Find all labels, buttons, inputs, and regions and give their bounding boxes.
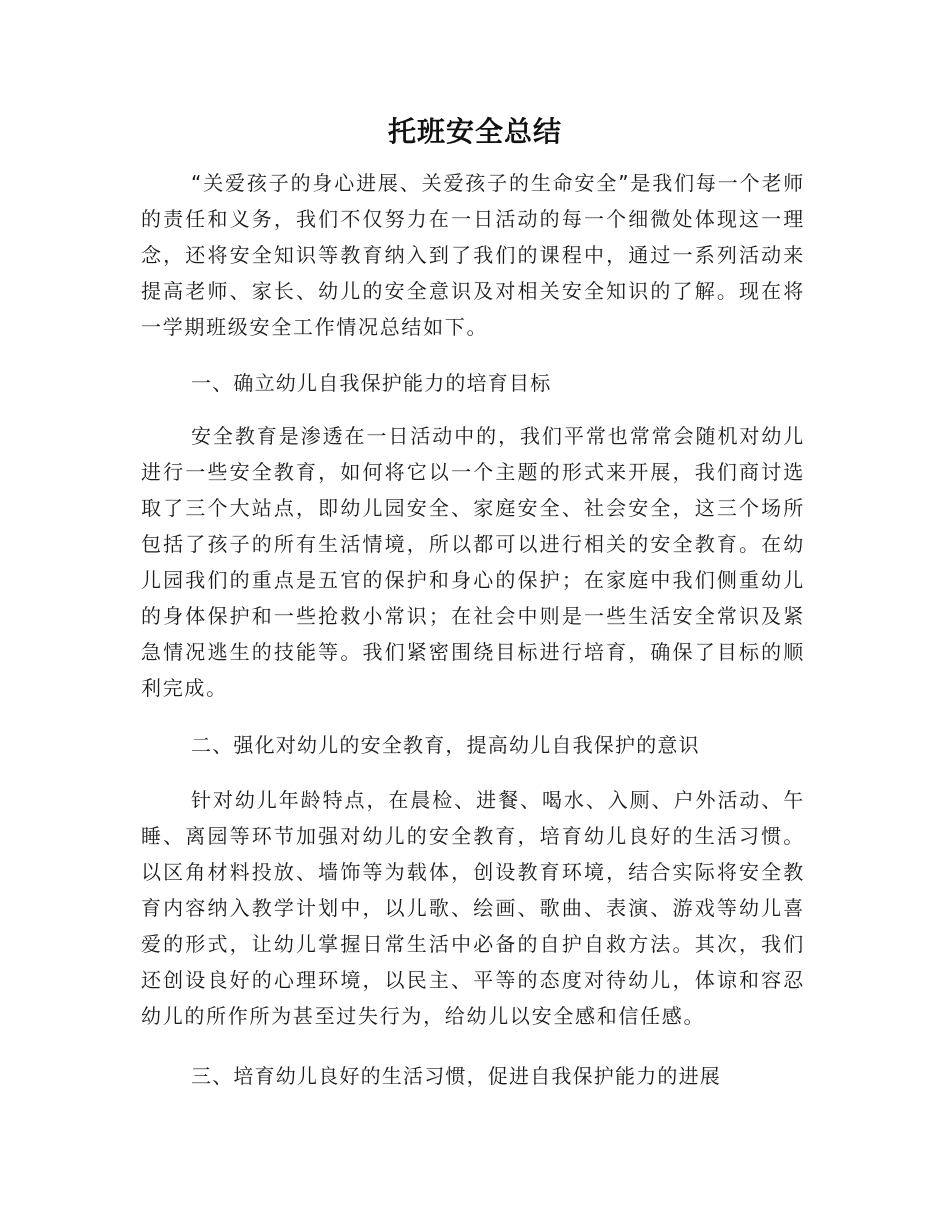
section-heading-3: 三、培育幼儿良好的生活习惯，促进自我保护能力的进展 <box>191 1064 721 1088</box>
paragraph-intro: “关爱孩子的身心进展、关爱孩子的生命安全”是我们每一个老师的责任和义务，我们不仅努力在一日活动的每一个细微处体现这一理念，还将安全知识等教育纳入到了我们的课程中，通过一系列活动来提高老师、家长、幼儿的安全意识及对相关安全知识的了解。现在将一学期班级安全工作情况总结如下。 <box>141 171 805 339</box>
paragraph-section-1: 安全教育是渗透在一日活动中的，我们平常也常常会随机对幼儿进行一些安全教育，如何将它以一个主题的形式来开展，我们商讨选取了三个大站点，即幼儿园安全、家庭安全、社会安全，这三个场所包括了孩子的所有生活情境，所以都可以进行相关的安全教育。在幼儿园我们的重点是五官的保护和身心的保护；在家庭中我们侧重幼儿的身体保护和一些抢救小常识；在社会中则是一些生活安全常识及紧急情况逃生的技能等。我们紧密围绕目标进行培育，确保了目标的顺利完成。 <box>141 424 805 700</box>
section-heading-1: 一、确立幼儿自我保护能力的培育目标 <box>191 371 552 395</box>
document-title: 托班安全总结 <box>387 115 562 148</box>
paragraph-section-2: 针对幼儿年龄特点，在晨检、进餐、喝水、入厕、户外活动、午睡、离园等环节加强对幼儿的安全教育，培育幼儿良好的生活习惯。以区角材料投放、墙饰等为载体，创设教育环境，结合实际将安全教育内容纳入教学计划中，以儿歌、绘画、歌曲、表演、游戏等幼儿喜爱的形式，让幼儿掌握日常生活中必备的自护自救方法。其次，我们还创设良好的心理环境，以民主、平等的态度对待幼儿，体谅和容忍幼儿的所作所为甚至过失行为，给幼儿以安全感和信任感。 <box>141 788 805 1028</box>
section-heading-2: 二、强化对幼儿的安全教育，提高幼儿自我保护的意识 <box>191 733 700 757</box>
